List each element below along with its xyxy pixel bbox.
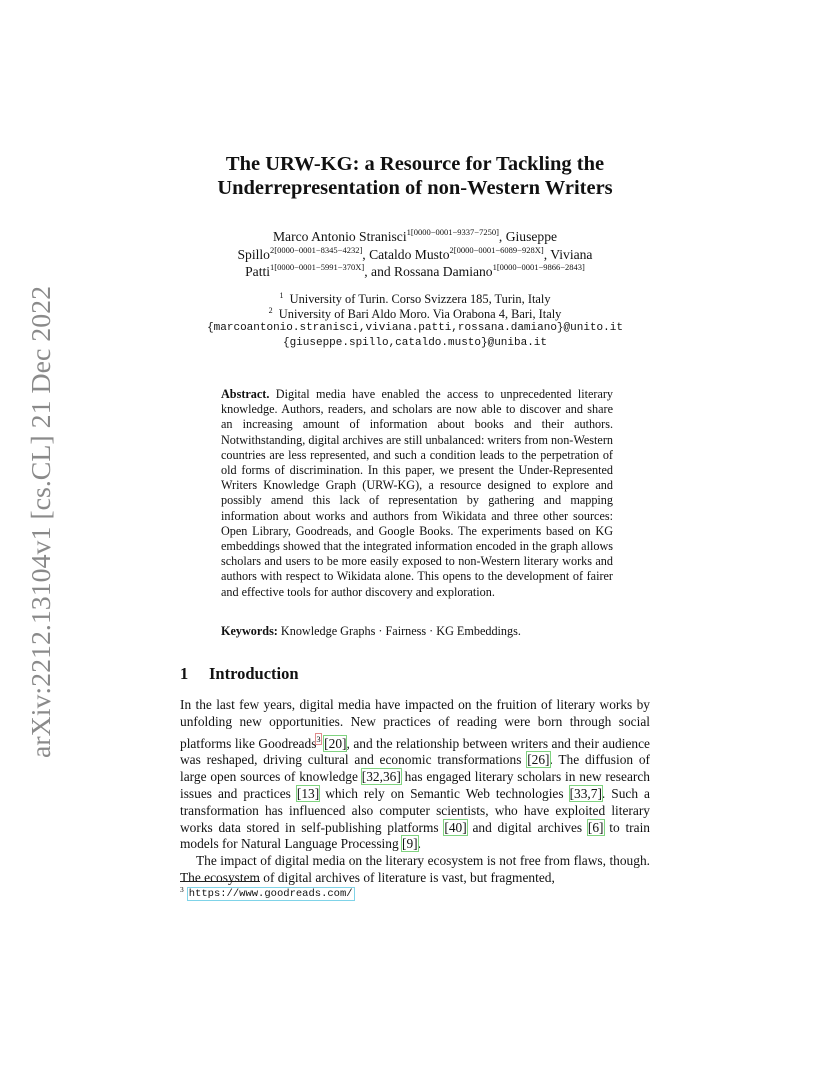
orcid-superscript: 2[0000−0001−6089−928X]	[449, 245, 544, 255]
keywords	[221, 624, 613, 639]
author-name: , Viviana	[543, 247, 593, 262]
footnote-number: 3	[180, 885, 184, 894]
body-text: has engaged literary scholars in new research issues and practices	[180, 769, 650, 801]
orcid-superscript: 1[0000−0001−9866−2843]	[492, 262, 585, 272]
citation-link[interactable]: [40]	[444, 819, 467, 835]
affiliation-2	[180, 306, 650, 322]
affiliation-text: University of Turin. Corso Svizzera 185, Turin, Italy	[289, 292, 551, 306]
footnote-rule	[180, 881, 260, 882]
title-line-1: The URW-KG: a Resource for Tackling the	[225, 153, 605, 175]
affiliation-1	[180, 291, 650, 307]
body-text: .	[417, 836, 421, 852]
footnote-link[interactable]: 3	[316, 733, 321, 744]
body-text: and digital archives	[466, 819, 588, 835]
abstract	[221, 387, 613, 600]
intro-paragraph-2: The impact of digital media on the literary ecosystem is not free from flaws, though. The ecosystem of digital archives of literature is vast, but fragmented,	[180, 853, 650, 885]
section-heading	[180, 664, 299, 684]
orcid-superscript: 2[0000−0001−8345−4232]	[269, 245, 363, 255]
orcid-superscript: 1[0000−0001−5991−370X]	[270, 262, 365, 272]
body-text: . The diffusion of large open sources of knowledge	[180, 752, 651, 785]
citation-link[interactable]: [32,36]	[361, 769, 401, 785]
intro-paragraph-1	[180, 697, 650, 853]
citation-link[interactable]: [9]	[402, 836, 418, 852]
body-text: which rely on Semantic Web technologies	[319, 785, 570, 801]
section-title: Introduction	[209, 664, 299, 683]
citation-link[interactable]: [20]	[324, 735, 347, 751]
paper-title	[180, 152, 650, 200]
author-name: , Giuseppe	[498, 229, 558, 244]
citation-link[interactable]: [26]	[527, 752, 550, 768]
affiliation-text: University of Bari Aldo Moro. Via Orabona 4, Bari, Italy	[278, 307, 562, 321]
body-text: . Such a transformation has influenced also computer scientists, who have exploited literary works data stored in self-publishing platforms	[180, 785, 650, 835]
author-name: , Cataldo Musto	[362, 247, 450, 262]
citation-link[interactable]: [33,7]	[569, 785, 602, 801]
title-line-2: Underrepresentation of non-Western Writers	[217, 177, 613, 199]
orcid-superscript: 1[0000−0001−9337−7250]	[406, 227, 499, 237]
footnote	[180, 885, 354, 900]
section-number: 1	[180, 664, 189, 683]
keywords-label: Keywords:	[221, 624, 278, 638]
footnote-url-link[interactable]: https://www.goodreads.com/	[188, 888, 353, 900]
abstract-label: Abstract.	[221, 387, 270, 401]
affiliation-number: 1	[279, 291, 284, 300]
author-line-1	[180, 227, 650, 245]
author-line-2	[180, 245, 650, 263]
body-text: to train models for Natural Language Processing	[180, 819, 651, 852]
author-name: Spillo	[237, 247, 270, 262]
citation-link[interactable]: [13]	[296, 785, 320, 801]
author-name: Marco Antonio Stranisci	[272, 229, 407, 244]
body-text: , and the relationship between writers and their audience was reshaped, driving cultural and economic transformations	[180, 735, 650, 768]
arxiv-side-stamp	[18, 283, 58, 758]
keywords-text: Knowledge Graphs · Fairness · KG Embeddings.	[280, 624, 521, 638]
email-line-2: {giuseppe.spillo,cataldo.musto}@uniba.it	[282, 337, 548, 349]
arxiv-identifier-text: arXiv:2212.13104v1 [cs.CL] 21 Dec 2022	[25, 292, 56, 758]
body-text: In the last few years, digital media have impacted on the fruition of literary works by unfolding new opportunities. New practices of reading were born through social platforms like Goodreads	[180, 697, 650, 751]
email-line-1: {marcoantonio.stranisci,viviana.patti,rossana.damiano}@unito.it	[207, 322, 623, 334]
citation-link[interactable]: [6]	[587, 819, 604, 835]
affiliation-number: 2	[268, 306, 273, 315]
author-line-3	[180, 262, 650, 280]
abstract-text: Digital media have enabled the access to unprecedented literary knowledge. Authors, readers, and scholars are now able to discover and share an increasing amount of information about books and their authors. Notwithstanding, digital archives are still unbalanced: writers from non-Western countries are less represented, and such a condition leads to the perpetration of old forms of discrimination. In this paper, we present the Under-Represented Writers Knowledge Graph (URW-KG), a resource designed to explore and possibly amend this lack of representation by gathering and mapping information about works and authors from Wikidata and three other sources: Open Library, Goodreads, and Google Books. The experiments based on KG embeddings showed that the integrated information encoded in the graph allows scholars and users to be more easily exposed to non-Western literary works and authors with respect to Wikidata alone. This opens to the development of fairer and effective tools for author discovery and exploration.	[221, 387, 614, 599]
author-name: Patti	[245, 264, 271, 279]
author-name: , and Rossana Damiano	[364, 264, 493, 279]
introduction-body	[180, 697, 650, 887]
